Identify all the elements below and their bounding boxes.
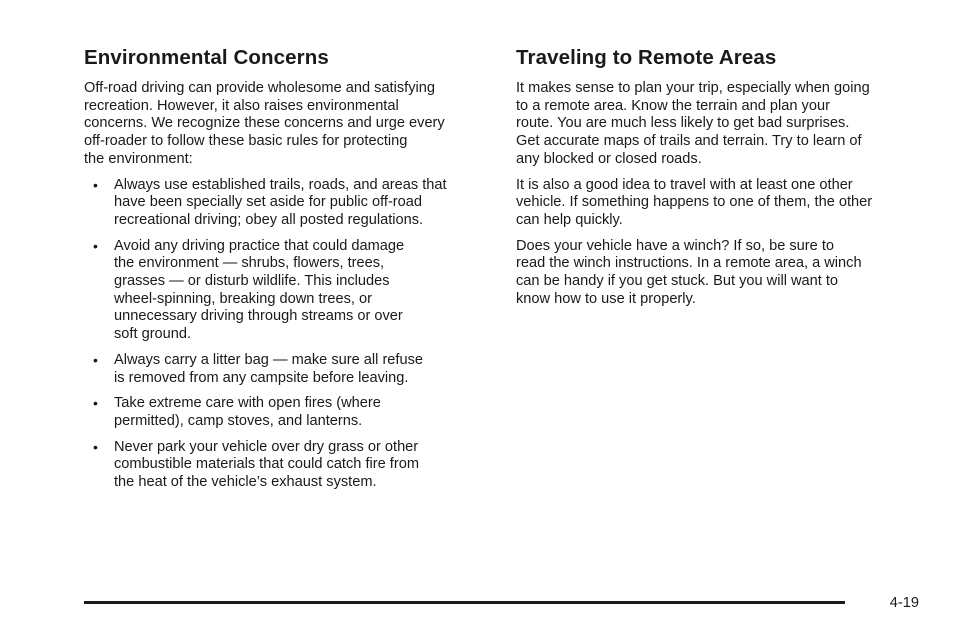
bullet-icon: • <box>93 176 98 193</box>
list-item <box>84 238 489 344</box>
bullet-icon: • <box>93 351 98 368</box>
bullet-icon: • <box>93 237 98 254</box>
page-number: 4-19 <box>889 595 919 611</box>
list-item <box>84 177 489 230</box>
list-item-text: Always use established trails, roads, and areas that have been specially set aside for public off-road recreational driving; obey all posted regulations. <box>114 176 447 228</box>
bullet-icon: • <box>93 395 98 412</box>
paragraph: Does your vehicle have a winch? If so, be sure to read the winch instructions. In a remote area, a winch can be handy if you get stuck. But you will want to know how to use it properly. <box>516 237 862 307</box>
list-item <box>84 395 489 430</box>
section-heading-environmental-concerns: Environmental Concerns <box>84 46 329 69</box>
list-item-text: Never park your vehicle over dry grass or other combustible materials that could catch fire from the heat of the vehicle’s exhaust system. <box>114 438 419 491</box>
section-heading-traveling-remote-areas: Traveling to Remote Areas <box>516 46 777 69</box>
list-item-text: Take extreme care with open fires (where permitted), camp stoves, and lanterns. <box>114 395 381 429</box>
list-item-text: Avoid any driving practice that could damage the environment — shrubs, flowers, trees, grasses — or disturb wildlife. This includes wheel-spinning, breaking down trees, or unnecessary driving through streams or over soft ground. <box>114 237 405 343</box>
list-item <box>84 352 489 387</box>
footer-rule <box>84 601 845 604</box>
list-item-text: Always carry a litter bag — make sure all refuse is removed from any campsite before leaving. <box>114 351 424 386</box>
list-item <box>84 439 489 492</box>
intro-paragraph: Off-road driving can provide wholesome and satisfying recreation. However, it also raises environmental concerns. We recognize these concerns and urge every off-roader to follow these basic rules for protecting the environment: <box>84 80 445 167</box>
bullet-icon: • <box>93 438 98 455</box>
paragraph: It is also a good idea to travel with at least one other vehicle. If something happens to one of them, the other can help quickly. <box>516 176 873 228</box>
left-column <box>84 44 489 500</box>
paragraph: It makes sense to plan your trip, especially when going to a remote area. Know the terrain and plan your route. You are much less likely to get bad surprises. Get accurate maps of trails and terrain. Try to learn of any blocked or closed roads. <box>516 80 870 167</box>
right-column <box>516 44 916 316</box>
rules-list <box>84 177 489 492</box>
